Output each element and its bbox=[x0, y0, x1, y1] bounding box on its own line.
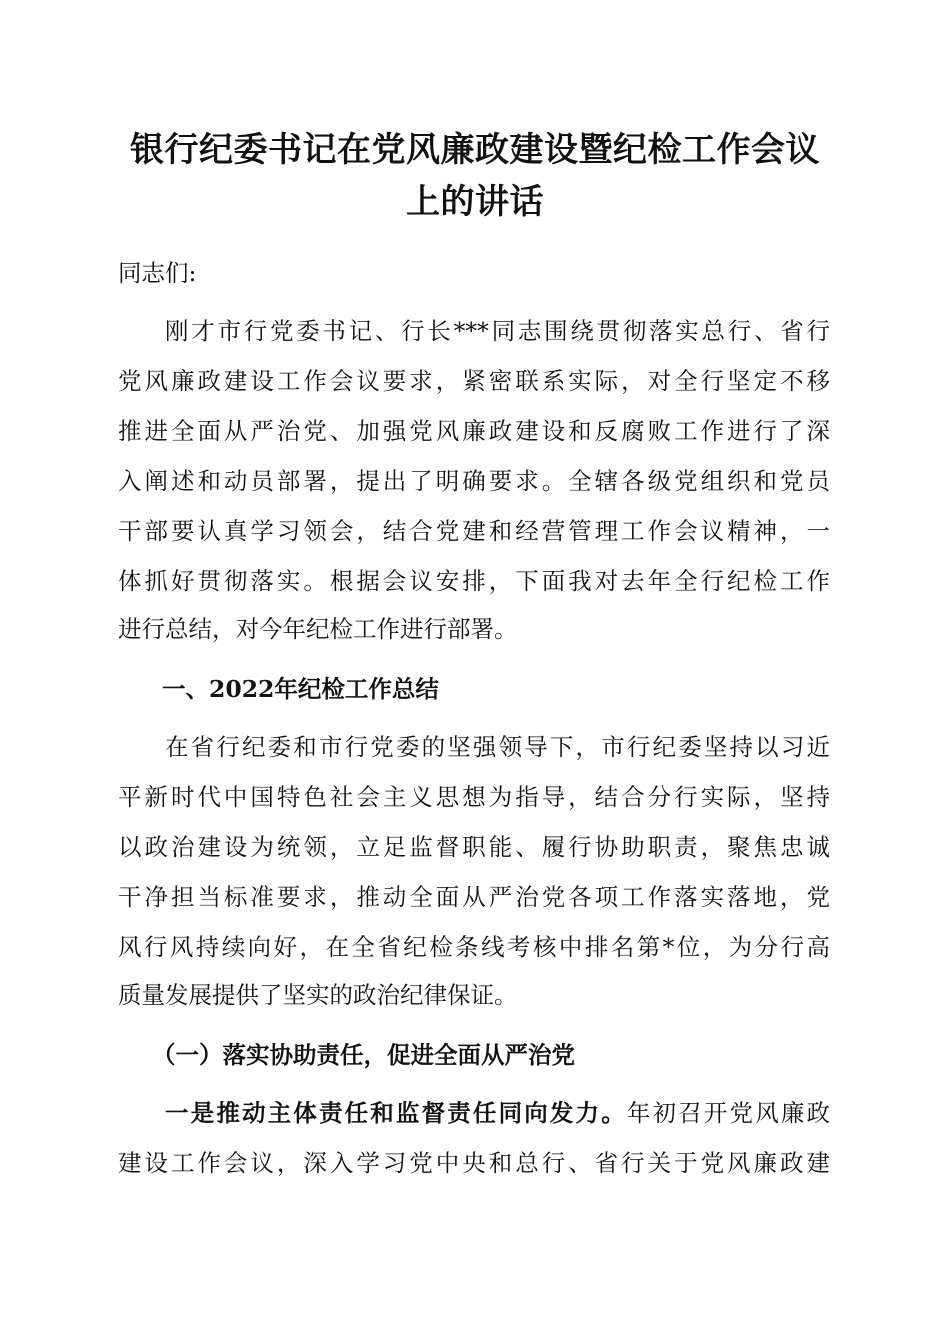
paragraph-1-line: 刚才市行党委书记、行长***同志围绕贯彻落实总行、省行 bbox=[165, 317, 830, 345]
paragraph-3-line bbox=[165, 1088, 830, 1138]
paragraph-2-line: 干净担当标准要求，推动全面从严治党各项工作落实落地，党 bbox=[118, 883, 830, 911]
paragraph-2-line: 在省行纪委和市行党委的坚强领导下，市行纪委坚持以习近 bbox=[165, 733, 830, 761]
paragraph-1-line: 进行总结，对今年纪检工作进行部署。 bbox=[118, 615, 518, 643]
document-title-line-2: 上的讲话 bbox=[406, 182, 544, 222]
document-title-line-1: 银行纪委书记在党风廉政建设暨纪检工作会议 bbox=[130, 130, 820, 170]
paragraph-1-line: 党风廉政建设工作会议要求，紧密联系实际，对全行坚定不移 bbox=[118, 367, 830, 395]
section-1-heading: 一、2022年纪检工作总结 bbox=[162, 675, 439, 703]
paragraph-3-line: 建设工作会议，深入学习党中央和总行、省行关于党风廉政建 bbox=[118, 1149, 830, 1177]
salutation: 同志们: bbox=[118, 259, 197, 287]
paragraph-2-line: 质量发展提供了坚实的政治纪律保证。 bbox=[118, 981, 518, 1009]
paragraph-3-line-1-rest: 年初召开党风廉政 bbox=[626, 1099, 831, 1127]
paragraph-2-line: 以政治建设为统领，立足监督职能、履行协助职责，聚焦忠诚 bbox=[118, 833, 830, 861]
paragraph-2-line: 平新时代中国特色社会主义思想为指导，结合分行实际，坚持 bbox=[118, 783, 830, 811]
paragraph-1-line: 推进全面从严治党、加强党风廉政建设和反腐败工作进行了深 bbox=[118, 417, 830, 445]
paragraph-1-line: 入阐述和动员部署，提出了明确要求。全辖各级党组织和党员 bbox=[118, 467, 830, 495]
paragraph-2-line: 风行风持续向好，在全省纪检条线考核中排名第*位，为分行高 bbox=[118, 933, 830, 961]
paragraph-3-lead: 一是推动主体责任和监督责任同向发力。 bbox=[165, 1099, 627, 1127]
paragraph-1-line: 体抓好贯彻落实。根据会议安排，下面我对去年全行纪检工作 bbox=[118, 567, 830, 595]
paragraph-1-line: 干部要认真学习领会，结合党建和经营管理工作会议精神，一 bbox=[118, 517, 830, 545]
subsection-1-heading: （一）落实协助责任，促进全面从严治党 bbox=[152, 1041, 575, 1069]
